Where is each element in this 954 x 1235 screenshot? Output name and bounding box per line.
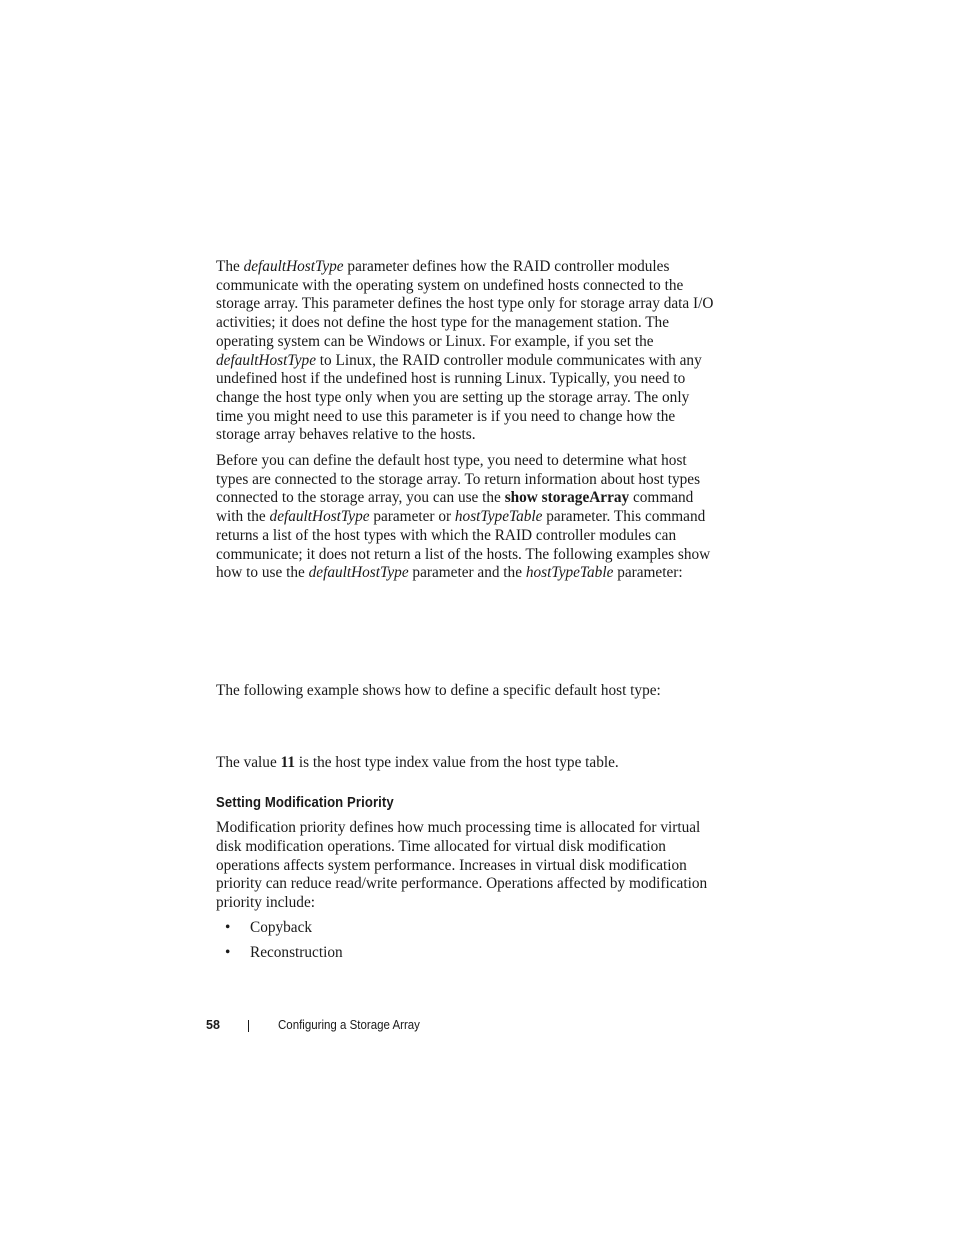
italic-term: hostTypeTable [454, 508, 543, 526]
bullet-icon: • [225, 918, 231, 936]
italic-term: defaultHostType [308, 564, 409, 582]
italic-term: defaultHostType [243, 258, 344, 275]
text-span: parameter or [369, 508, 455, 526]
text-span: parameter defines how the RAID controller modules communicate with the operating system on undefined hosts connected to the storage array. This parameter defines the host type only for storage array data I/O activities; it does not define the host type for the management station. The operating system can be Windows or Linux. For example, if you set the [216, 258, 714, 350]
section-heading: Setting Modification Priority [216, 795, 394, 812]
paragraph-index-value [216, 754, 716, 773]
text-span: parameter: [613, 564, 683, 582]
text-span: to Linux, the RAID controller module communicates with any undefined host if the undefined host is running Linux. Typically, you need to change the host type only when you are setting up the storage array. The only time you might need to use this parameter is if you need to change how the storage array behaves relative to the hosts. [216, 351, 702, 444]
text-span: The value [216, 753, 281, 771]
list-item [216, 944, 716, 963]
list-item-label: Reconstruction [250, 943, 343, 961]
bullet-list [216, 919, 716, 962]
paragraph-define-example: The following example shows how to define a specific default host type: [216, 681, 661, 699]
italic-term: hostTypeTable [525, 564, 614, 582]
bold-value: 11 [280, 753, 296, 771]
text-span: The [216, 258, 244, 275]
footer-separator [248, 1020, 249, 1032]
list-item-label: Copyback [250, 918, 313, 936]
bold-command: show storageArray [504, 489, 630, 507]
text-span: is the host type index value from the host type table. [295, 753, 619, 771]
text-span: parameter. This command returns a list of the host types with which the RAID controller modules can communicate; it does not return a list of the hosts. The following examples show how to use the [216, 508, 711, 582]
paragraph-host-types [216, 452, 716, 583]
page-number: 58 [206, 1018, 220, 1032]
italic-term: defaultHostType [269, 508, 370, 526]
text-span: parameter and the [408, 564, 526, 582]
paragraph-modification-priority: Modification priority defines how much processing time is allocated for virtual disk modification operations. Time allocated for virtual disk modification operations affects system performance. Increases in virtual disk modification priority can reduce read/write performance. Operations affected by modification priority include: [216, 819, 708, 912]
text-span: Before you can define the default host type, you need to determine what host types are connected to the storage array. To return information about host types connected to the storage array, you can use the [216, 452, 701, 507]
list-item [216, 919, 716, 938]
paragraph-default-host-type [216, 258, 716, 445]
page-body [216, 258, 716, 968]
chapter-title: Configuring a Storage Array [278, 1018, 420, 1032]
bullet-icon: • [225, 943, 231, 961]
text-span: command with the [216, 489, 694, 526]
italic-term: defaultHostType [216, 351, 316, 369]
